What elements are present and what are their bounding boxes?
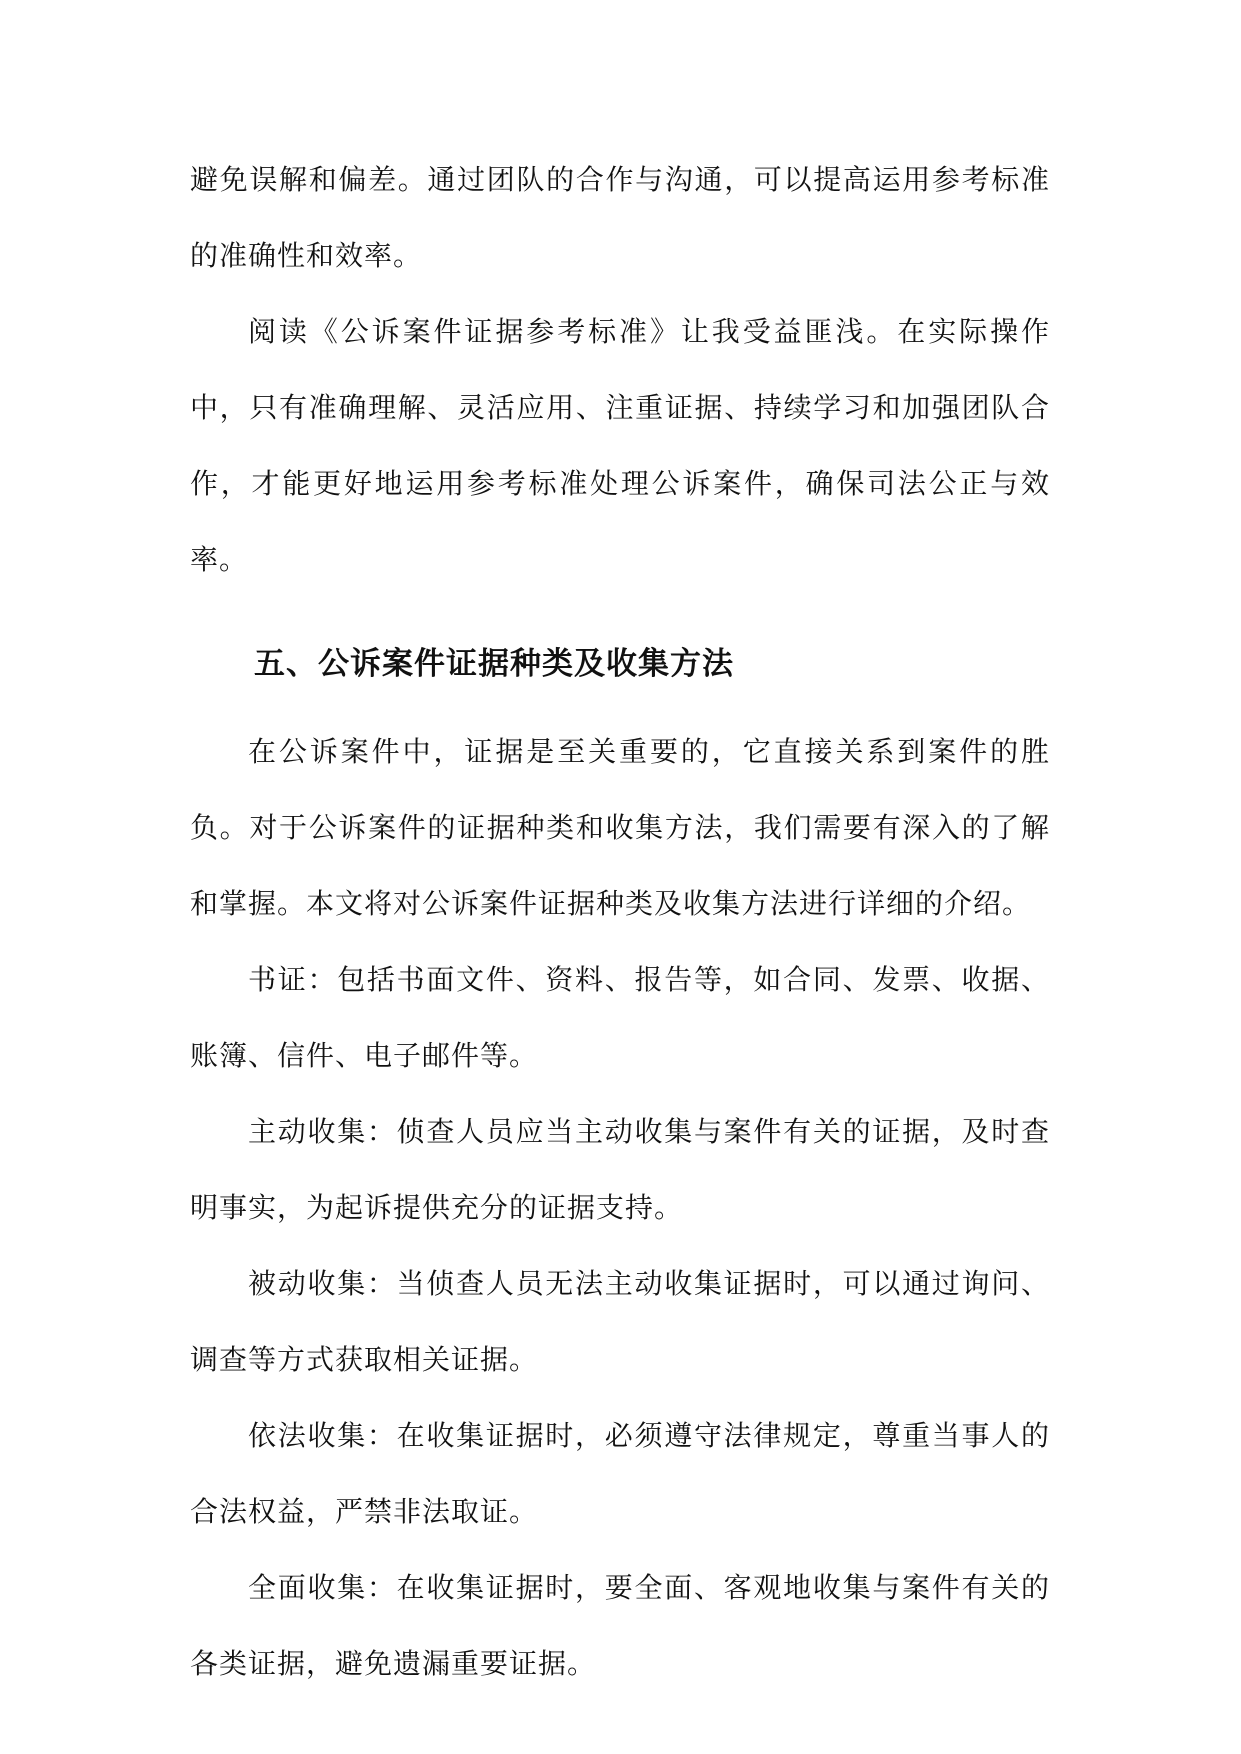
paragraph-reading-reflection: 阅读《公诉案件证据参考标准》让我受益匪浅。在实际操作中，只有准确理解、灵活应用、注重证据、持续学习和加强团队合作，才能更好地运用参考标准处理公诉案件，确保司法公正与效率。 [190,315,1050,576]
paragraph-continuation: 避免误解和偏差。通过团队的合作与沟通，可以提高运用参考标准的准确性和效率。 [190,163,1050,272]
paragraph-documentary-evidence: 书证：包括书面文件、资料、报告等，如合同、发票、收据、账簿、信件、电子邮件等。 [190,963,1050,1072]
section-heading: 五、公诉案件证据种类及收集方法 [254,646,734,682]
document-body [190,142,1050,1702]
paragraph-intro: 在公诉案件中，证据是至关重要的，它直接关系到案件的胜负。对于公诉案件的证据种类和收集方法，我们需要有深入的了解和掌握。本文将对公诉案件证据种类及收集方法进行详细的介绍。 [190,735,1050,920]
paragraph-lawful-collection: 依法收集：在收集证据时，必须遵守法律规定，尊重当事人的合法权益，严禁非法取证。 [190,1419,1050,1528]
paragraph-active-collection: 主动收集：侦查人员应当主动收集与案件有关的证据，及时查明事实，为起诉提供充分的证据支持。 [190,1115,1050,1224]
paragraph-passive-collection: 被动收集：当侦查人员无法主动收集证据时，可以通过询问、调查等方式获取相关证据。 [190,1267,1050,1376]
paragraph-comprehensive-collection: 全面收集：在收集证据时，要全面、客观地收集与案件有关的各类证据，避免遗漏重要证据。 [190,1571,1050,1680]
